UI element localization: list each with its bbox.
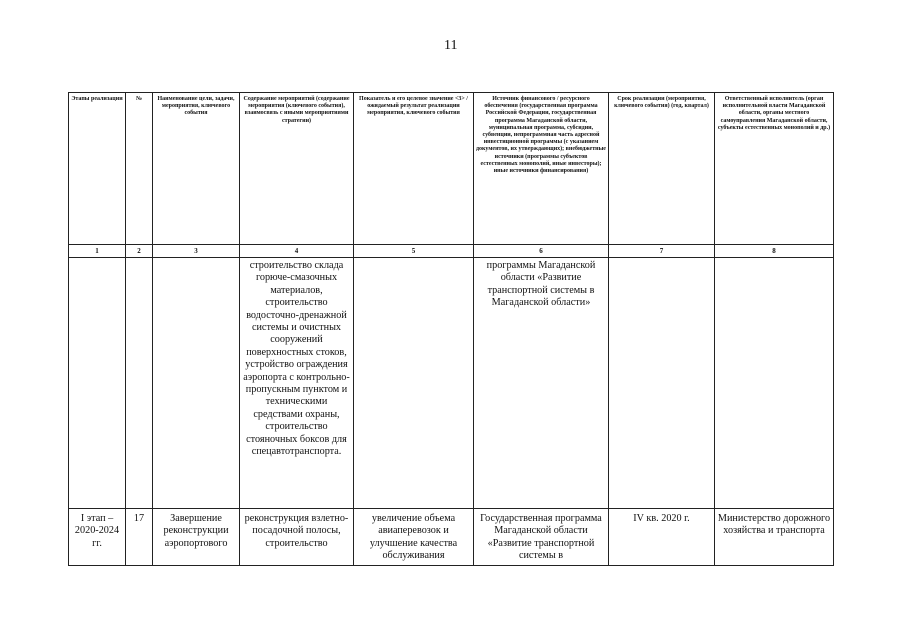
column-number: 8 bbox=[715, 245, 834, 258]
stage-cell bbox=[69, 258, 126, 509]
page-number: 11 bbox=[444, 38, 458, 53]
content-cell: строительство склада горюче-смазочных материалов, строительство водосточно-дренажной системы и очистных сооружений поверхностных стоков, устройство ограждения аэропорта с контрольно-пропускным пунктом и техническими средствами охраны, строительство стояночных боксов для спецавтотранспорта. bbox=[240, 258, 354, 509]
number-cell bbox=[126, 258, 153, 509]
indicator-cell: увеличение объема авиаперевозок и улучшение качества обслуживания bbox=[354, 509, 474, 566]
source-cell: Государственная программа Магаданской области «Развитие транспортной системы в bbox=[474, 509, 609, 566]
term-cell: IV кв. 2020 г. bbox=[609, 509, 715, 566]
column-number: 3 bbox=[153, 245, 240, 258]
header-cell: Источник финансового / ресурсного обеспечения (государственная программа Российской Федерации, государственная программа Магаданской области, муниципальная программа, субсидии, субвенции, непрограммная часть адресной инвестиционной программы (с указанием документов, их утверждающих); внебюджетные источники (программы субъектов естественных монополий, иные инвесторы); иные источники финансирования) bbox=[474, 93, 609, 245]
stage-cell: I этап – 2020-2024 гг. bbox=[69, 509, 126, 566]
source-cell: программы Магаданской области «Развитие транспортной системы в Магаданской области» bbox=[474, 258, 609, 509]
header-cell: Наименование цели, задачи, мероприятия, ключевого события bbox=[153, 93, 240, 245]
indicator-cell bbox=[354, 258, 474, 509]
column-number: 7 bbox=[609, 245, 715, 258]
header-cell: Показатель и его целевое значение <3> /ожидаемый результат реализации мероприятия, ключевого события bbox=[354, 93, 474, 245]
column-number: 6 bbox=[474, 245, 609, 258]
content-cell: реконструкция взлетно-посадочной полосы, строительство bbox=[240, 509, 354, 566]
column-number: 5 bbox=[354, 245, 474, 258]
measures-table bbox=[68, 92, 834, 566]
header-cell: Ответственный исполнитель (орган исполнительной власти Магаданской области, органы местного самоуправления Магаданской области, субъекты естественных монополий и др.) bbox=[715, 93, 834, 245]
column-number: 1 bbox=[69, 245, 126, 258]
header-cell: Содержание мероприятий (содержание мероприятия (ключевого события), взаимосвязь с иными мероприятиями стратегии) bbox=[240, 93, 354, 245]
table-row bbox=[69, 509, 834, 566]
header-cell: Срок реализации (мероприятия, ключевого события) (год, квартал) bbox=[609, 93, 715, 245]
table-header-row bbox=[69, 93, 834, 245]
executor-cell bbox=[715, 258, 834, 509]
column-number: 4 bbox=[240, 245, 354, 258]
name-cell: Завершение реконструкции аэропортового bbox=[153, 509, 240, 566]
column-number-row bbox=[69, 245, 834, 258]
header-cell: Этапы реализации bbox=[69, 93, 126, 245]
table-row bbox=[69, 258, 834, 509]
term-cell bbox=[609, 258, 715, 509]
number-cell: 17 bbox=[126, 509, 153, 566]
name-cell bbox=[153, 258, 240, 509]
column-number: 2 bbox=[126, 245, 153, 258]
executor-cell: Министерство дорожного хозяйства и транспорта bbox=[715, 509, 834, 566]
header-cell: № bbox=[126, 93, 153, 245]
